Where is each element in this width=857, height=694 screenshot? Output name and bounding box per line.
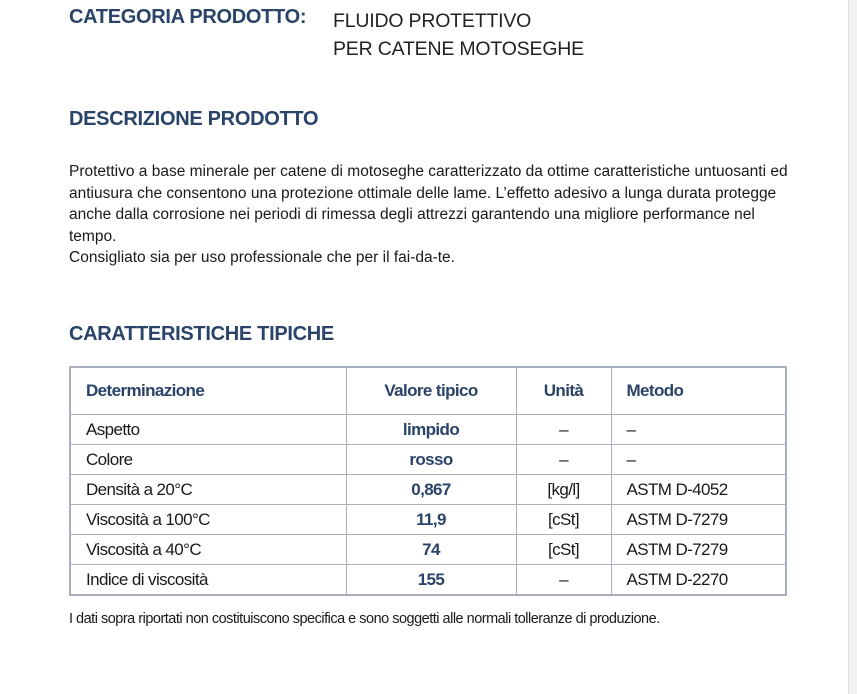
description-title: DESCRIZIONE PRODOTTO xyxy=(69,108,319,130)
table-row xyxy=(70,475,786,505)
cell-metodo: ASTM D-7279 xyxy=(611,505,786,535)
category-value xyxy=(333,7,584,63)
category-value-line2: PER CATENE MOTOSEGHE xyxy=(333,38,584,60)
table-row xyxy=(70,445,786,475)
table-note: I dati sopra riportati non costituiscono specifica e sono soggetti alle normali tolleranze di produzione. xyxy=(69,611,660,627)
cell-unita: [cSt] xyxy=(516,535,611,565)
cell-unita: [kg/l] xyxy=(516,475,611,505)
cell-valore: 155 xyxy=(346,565,516,596)
cell-determinazione: Aspetto xyxy=(70,415,346,445)
cell-determinazione: Indice di viscosità xyxy=(70,565,346,596)
cell-metodo: ASTM D-2270 xyxy=(611,565,786,596)
characteristics-title: CARATTERISTICHE TIPICHE xyxy=(69,323,334,345)
characteristics-table xyxy=(69,366,787,596)
description-paragraph: Protettivo a base minerale per catene di motoseghe caratterizzato da ottime caratteristiche untuosanti ed antiusura che consentono una protezione ottimale delle lame. L’effetto adesivo a lunga durata protegge anche dalla corrosione nei periodi di rimessa degli attrezzi garantendo una migliore performance nel tempo. xyxy=(69,163,788,245)
cell-determinazione: Viscosità a 40°C xyxy=(70,535,346,565)
page-edge xyxy=(848,0,857,694)
table-row xyxy=(70,505,786,535)
description-paragraph: Consigliato sia per uso professionale che per il fai-da-te. xyxy=(69,249,455,267)
category-value-line1: FLUIDO PROTETTIVO xyxy=(333,10,532,32)
cell-valore: 11,9 xyxy=(346,505,516,535)
cell-determinazione: Densità a 20°C xyxy=(70,475,346,505)
table-header-row xyxy=(70,367,786,415)
cell-metodo: ASTM D-4052 xyxy=(611,475,786,505)
table-row xyxy=(70,415,786,445)
cell-metodo: ASTM D-7279 xyxy=(611,535,786,565)
cell-unita: – xyxy=(516,565,611,596)
header-valore: Valore tipico xyxy=(346,367,516,415)
cell-valore: 74 xyxy=(346,535,516,565)
cell-unita: [cSt] xyxy=(516,505,611,535)
cell-valore: limpido xyxy=(346,415,516,445)
cell-determinazione: Viscosità a 100°C xyxy=(70,505,346,535)
table-row xyxy=(70,565,786,596)
cell-unita: – xyxy=(516,415,611,445)
cell-valore: 0,867 xyxy=(346,475,516,505)
header-unita: Unità xyxy=(516,367,611,415)
table-row xyxy=(70,535,786,565)
cell-determinazione: Colore xyxy=(70,445,346,475)
header-determinazione: Determinazione xyxy=(70,367,346,415)
cell-unita: – xyxy=(516,445,611,475)
cell-metodo: – xyxy=(611,415,786,445)
header-metodo: Metodo xyxy=(611,367,786,415)
cell-valore: rosso xyxy=(346,445,516,475)
cell-metodo: – xyxy=(611,445,786,475)
description-text xyxy=(69,161,799,269)
category-label: CATEGORIA PRODOTTO: xyxy=(69,6,307,28)
